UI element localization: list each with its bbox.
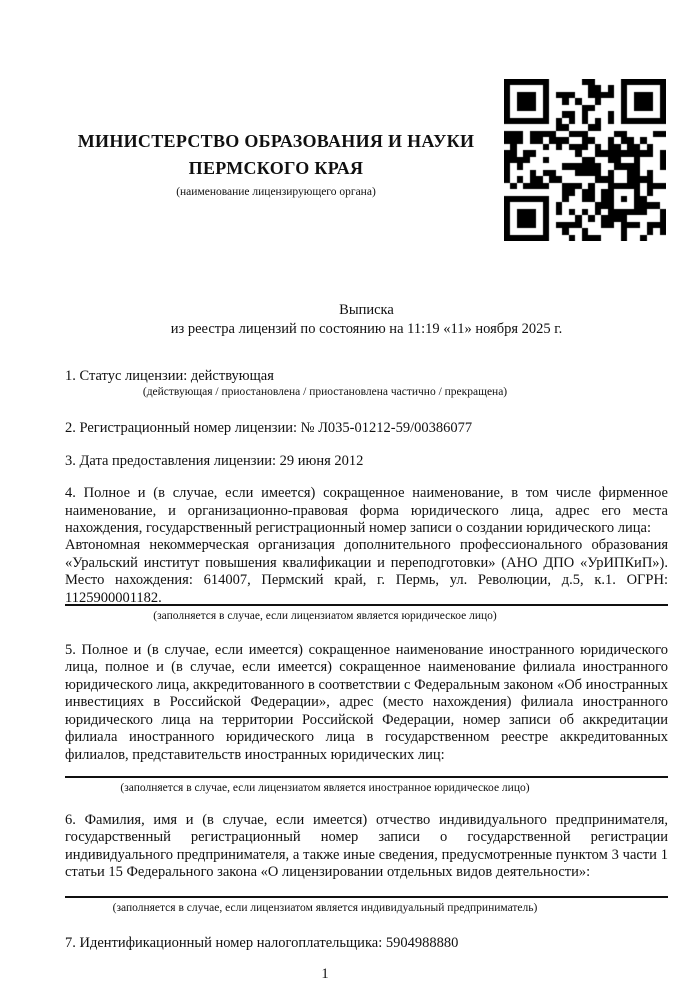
field-registration-number: 2. Регистрационный номер лицензии: № Л035-01212-59/00386077 [65, 420, 473, 437]
field-individual-entrepreneur [65, 812, 668, 916]
field-legal-entity [65, 485, 668, 624]
license-status-options-caption: (действующая / приостановлена / приостановлена частично / прекращена) [142, 386, 508, 399]
foreign-entity-value [65, 764, 668, 776]
fill-line [65, 776, 668, 778]
licensing-authority-caption: (наименование лицензирующего органа) [176, 186, 376, 198]
legal-entity-caption: (заполняется в случае, если лицензиатом является юридическое лицо) [153, 610, 497, 623]
field-license-status: 1. Статус лицензии: действующая [65, 368, 274, 384]
title-line2: из реестра лицензий по состоянию на 11:19 «11» ноября 2025 г. [170, 321, 563, 337]
entrepreneur-value [65, 882, 668, 896]
document-content [65, 0, 668, 983]
title-line1: Выписка [339, 302, 394, 318]
legal-entity-prompt: 4. Полное и (в случае, если имеется) сокращенное наименование, в том числе фирменное наименование, и организационно-правовая форма юридического лица, адрес его места нахождения, государственный регистрационный номер записи о создании юридического лица: [65, 485, 668, 537]
document-title [65, 301, 668, 339]
foreign-entity-prompt: 5. Полное и (в случае, если имеется) сокращенное наименование иностранного юридического лица, полное и (в случае, если имеется) сокращенное наименование филиала иностранного юридического лица, аккредитованного в соответствии с Федеральным законом «Об иностранных инвестициях в Российской Федерации», адрес (место нахождения) филиала иностранного юридического лица на территории Российской Федерации, номер записи об аккредитации филиала иностранного юридического лица в государственном реестре аккредитованных филиалов, представительств иностранных юридических лиц: [65, 642, 668, 763]
ministry-name-line2: ПЕРМСКОГО КРАЯ [188, 158, 364, 178]
field-grant-date: 3. Дата предоставления лицензии: 29 июня 2012 [65, 452, 364, 469]
entrepreneur-caption: (заполняется в случае, если лицензиатом является индивидуальный предприниматель) [112, 901, 538, 914]
ministry-name-line1: МИНИСТЕРСТВО ОБРАЗОВАНИЯ И НАУКИ [77, 131, 475, 151]
foreign-entity-caption: (заполняется в случае, если лицензиатом является иностранное юридическое лицо) [120, 781, 530, 794]
ministry-header [65, 128, 487, 199]
field-foreign-legal-entity [65, 642, 668, 796]
field-taxpayer-inn: 7. Идентификационный номер налогоплательщика: 5904988880 [65, 934, 459, 951]
fill-line [65, 896, 668, 898]
page-number: 1 [321, 965, 329, 982]
entrepreneur-prompt: 6. Фамилия, имя и (в случае, если имеется) отчество индивидуального предпринимателя, государственный регистрационный номер записи о государственной регистрации индивидуального предпринимателя, а также иные сведения, предусмотренные пунктом 3 части 1 статьи 15 Федерального закона «О лицензировании отдельных видов деятельности»: [65, 811, 668, 881]
legal-entity-value: Автономная некоммерческая организация дополнительного профессионального образования «Уральский институт повышения квалификации и переподготовки» (АНО ДПО «УрИПКиП»). Место нахождения: 614007, Пермский край, г. Пермь, ул. Революции, д.5, к.1. ОГРН: 1125900001182. [65, 537, 668, 606]
